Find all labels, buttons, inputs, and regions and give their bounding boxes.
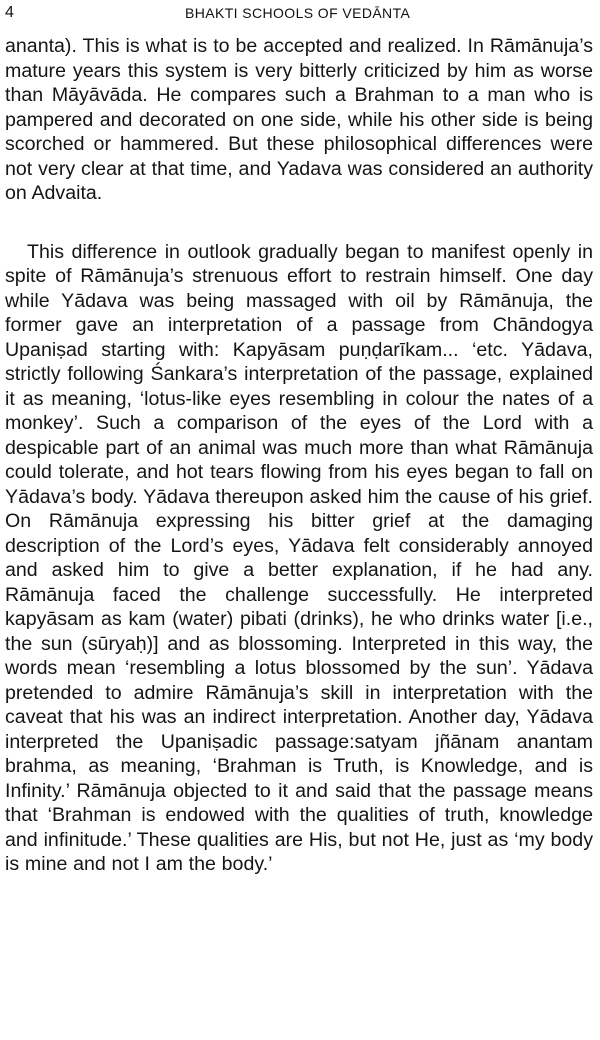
paragraph-outlook: This difference in outlook gradually began to manifest openly in spite of Rāmānuja’s strenuous effort to restrain himself. One day while Yādava was being massaged with oil by Rāmānuja, the former gave an interpretation of a passage from Chāndogya Upaniṣad starting with: Kapyāsam puṇḍarīkam... ‘etc. Yādava, strictly following Śankara’s interpretation of the passage, explained it as meaning, ‘lotus-like eyes resembling in colour the nates of a monkey’. Such a comparison of the eyes of the Lord with a despicable part of an animal was much more than what Rāmānuja could tolerate, and hot tears flowing from his eyes began to fall on Yādava’s body. Yādava thereupon asked him the cause of his grief. On Rāmānuja expressing his bitter grief at the damaging description of the Lord’s eyes, Yādava felt considerably annoyed and asked him to give a better explanation, if he had any. Rāmānuja faced the challenge successfully. He interpreted kapyāsam as kam (water) pibati (drinks), he who drinks water [i.e., the sun (sūryaḥ)] and as blossoming. Interpreted in this way, the words mean ‘resembling a lotus blossomed by the sun’. Yādava pretended to admire Rāmānuja’s skill in interpretation with the caveat that his was an indirect interpretation. Another day, Yādava interpreted the Upaniṣadic passage:satyam jñānam anantam brahma, as meaning, ‘Brahman is Truth, is Knowledge, and is Infinity.’ Rāmānuja objected to it and said that the passage means that ‘Brahman is endowed with the qualities of truth, knowledge and infinitude.’ These qualities are His, but not He, just as ‘my body is mine and not I am the body.’ bbox=[5, 240, 593, 875]
page-number: 4 bbox=[5, 4, 14, 21]
body-text bbox=[5, 34, 593, 877]
paragraph-spacer bbox=[5, 206, 593, 240]
paragraph-continued: ananta). This is what is to be accepted and realized. In Rāmānuja’s mature years this system is very bitterly criticized by him as worse than Māyāvāda. He compares such a Brahman to a man who is pampered and decorated on one side, while his other side is being scorched or hammered. But these philosophical differences were not very clear at that time, and Yadava was considered an authority on Advaita. bbox=[5, 35, 593, 204]
running-head bbox=[0, 2, 600, 26]
running-title: BHAKTI SCHOOLS OF VEDĀNTA bbox=[185, 5, 411, 21]
